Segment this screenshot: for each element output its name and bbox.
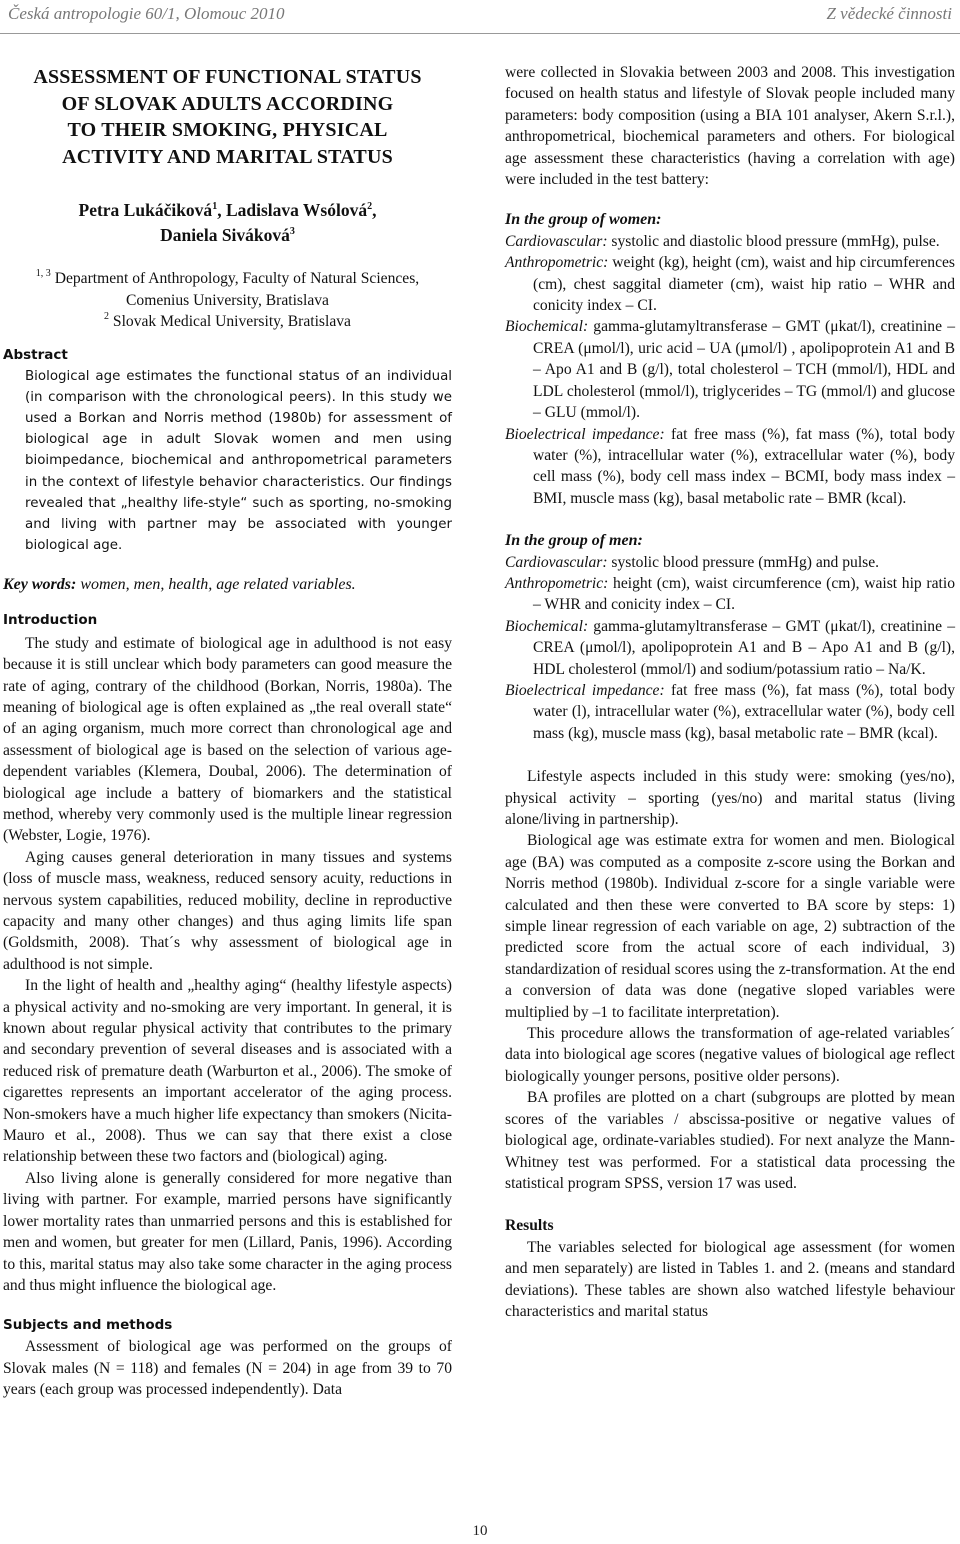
page-number: 10 [472,1523,488,1539]
header-rule [0,33,960,34]
author-3: Daniela Siváková [160,225,290,245]
abstract-heading: Abstract [3,346,68,363]
author-2: , Ladislava Wsólová [217,200,368,220]
list-item: Cardiovascular: systolic blood pressure (mmHg) and pulse. [505,553,880,571]
intro-paragraph: The study and estimate of biological age in adulthood is not easy because it is still unclear which body parameters can good measure the rate of aging, contrary of the childhood (Borkan, Norris, 1980a). The meaning of biological age is often explained as „the real overall state“ of an aging organism, much more correct than chronological age and assessment of biological age is based on the selection of various age-dependent variables (Klemera, Doubal, 2006). The determination of biological age include a battery of biomarkers and the statistical method, whereby very commonly used is the multiple linear regression (Webster, Logie, 1976). [3,634,452,845]
subjects-heading: Subjects and methods [3,1317,173,1334]
list-item: Anthropometric: weight (kg), height (cm), waist and hip circumferences (cm), chest saggital diameter (cm), waist hip ratio – WHR and conicity index – CI. [505,254,955,315]
list-item: Bioelectrical impedance: fat free mass (%), fat mass (%), total body water (%), intracellular water (%), extracellular water (%), body cell mass (%), body cell mass index – BCMI, body mass index – BMI, muscle mass (kg), basal metabolic rate – BMR (kcal). [505,425,955,507]
list-item: Cardiovascular: systolic and diastolic blood pressure (mmHg), pulse. [505,232,940,250]
introduction-body [3,633,452,1297]
methods-paragraph: BA profiles are plotted on a chart (subgroups are plotted by mean scores of the variables / abscissa-positive or negative values of biological age, ordinate-variables studied). For next analyze the Mann-Whitney test was performed. For a statistical data processing the statistical program SPSS, version 17 was used. [505,1089,955,1192]
subjects-paragraph-continued: were collected in Slovakia between 2003 and 2008. This investigation focused on health status and lifestyle of Slovak people included many parameters: body composition (using a BIA 101 analyser, Akern S.r.l.), anthropometrical, biochemical parameters and others. For biological age assessment these characteristics (having a correlation with age) were included in the test battery: [505,64,955,189]
men-group-heading: In the group of men: [505,532,643,550]
men-variable-list [505,552,955,745]
subjects-paragraph: Assessment of biological age was performed on the groups of Slovak males (N = 118) and females (N = 204) in age from 39 to 70 years (each group was processed independently). Data [3,1338,452,1399]
abstract-text: Biological age estimates the functional status of an individual (in comparison with the chronological peers). In this study we used a Borkan and Norris method (1980b) for assessment of biological age in adult Slovak women and men using bioimpedance, biochemical and anthropometrical parameters in the context of lifestyle behavior characteristics. Our findings revealed that „healthy life-style“ such as sporting, no-smoking and living with partner may be associated with younger biological age. [25,368,452,554]
author-1: Petra Lukáčiková [78,200,213,220]
intro-paragraph: Also living alone is generally considered for more negative than living with partner. For example, married persons have significantly lower mortality rates than unmarried persons and this is established for men and women, but greater for men (Lillard, Panis, 1996). According to this, marital status may also take some character in the aging process and thus might influence the biological age. [3,1169,452,1294]
article-title: ASSESSMENT OF FUNCTIONAL STATUS OF SLOVAK ADULTS ACCORDING TO THEIR SMOKING, PHYSICAL ACTIVITY AND MARITAL STATUS [33,66,422,168]
list-item: Bioelectrical impedance: fat free mass (%), fat mass (%), total body water (l), intracellular water (%), extracellular water (%), body cell mass (kg), muscle mass (kg), basal metabolic rate – BMR (kcal). [505,681,955,742]
left-column [3,60,452,1401]
methods-paragraph: Biological age was estimate extra for women and men. Biological age (BA) was computed as a composite z-score using the Borkan and Norris method (1980b). Individual z-score for a single variable were calculated and then these were converted to BA score by steps: 1) simple linear regression of each variable on age, 2) subtraction of the predicted score from the actual score of each individual, 3) standardization of residual scores using the z-transformation. At the end a conversion of data was done (negative sloped variables were multiplied by –1 to facilitate interpretation). [505,832,955,1021]
introduction-heading: Introduction [3,611,98,628]
section-name: Z vědecké činnosti [826,4,952,23]
running-header [8,4,952,30]
methods-paragraph: Lifestyle aspects included in this study were: smoking (yes/no), physical activity – sporting (yes/no) and marital status (living alone/living in partnership). [505,768,955,828]
results-paragraph: The variables selected for biological age assessment (for women and men separately) are listed in Tables 1. and 2. (means and standard deviations). These tables are shown also watched lifestyle behaviour characteristics and marital status [505,1238,955,1320]
intro-paragraph: Aging causes general deterioration in many tissues and systems (loss of muscle mass, weakness, reduced sensory acuity, reductions in nervous system capabilities, reduced mobility, decline in reproductive capacity and many other changes) and thus aging limits life span (Goldsmith, 2008). That´s why assessment of biological age in adulthood is not simple. [3,848,452,973]
right-column [505,62,955,1322]
women-group-heading: In the group of women: [505,211,662,229]
affiliations: $^{1, 3}$ Department of Anthropology, Faculty of Natural Sciences, Comenius University, Bratislava $^2$ Slovak Medical University, Bratislava [35,268,420,330]
list-item: Biochemical: gamma-glutamyltransferase – GMT (μkat/l), creatinine – CREA (μmol/l), uric acid – UA (μmol/l) , apolipoprotein A1 and B – Apo A1 and B (g/l), total cholesterol – TCH (mmol/l), HDL and LDL cholesterol (mmol/l), triglycerides – TG (mmol/l) and glucose – GLU (mmol/l). [505,318,955,422]
women-variable-list [505,231,955,509]
author-list: Petra Lukáčiková$^1$, Ladislava Wsólová$^2$, Daniela Siváková$^3$ [78,200,377,245]
intro-paragraph: In the light of health and „healthy aging“ (healthy lifestyle aspects) a physical activity and no-smoking are very important. In general, it is known about regular physical activity that contributes to the primary and secondary prevention of several diseases and is associated with a reduced risk of premature death (Warburton et al., 2006). The smoke of cigarettes represents an important accelerator of the aging process. Non-smokers have a much higher life expectancy than smokers (Nicita-Mauro et al., 2008). Thus we can say that there exist a close relationship between these two factors and (biological) aging. [3,977,452,1166]
journal-name: Česká antropologie 60/1, Olomouc 2010 [8,4,285,23]
list-item: Anthropometric: height (cm), waist circumference (cm), waist hip ratio – WHR and conicity index – CI. [505,574,955,614]
keywords: Key words: women, men, health, age related variables. [3,576,356,594]
list-item: Biochemical: gamma-glutamyltransferase – GMT (μkat/l), creatinine – CREA (μmol/l), apolipoprotein A1 and B – Apo A1 and B (g/l), HDL cholesterol (mmol/l) and sodium/potassium ratio – Na/K. [505,617,955,678]
results-heading: Results [505,1217,554,1235]
methods-paragraph: This procedure allows the transformation of age-related variables´ data into biological age scores (negative values of biological age reflect biologically younger persons, positive older persons). [505,1025,955,1085]
methods-continued [505,766,955,1194]
